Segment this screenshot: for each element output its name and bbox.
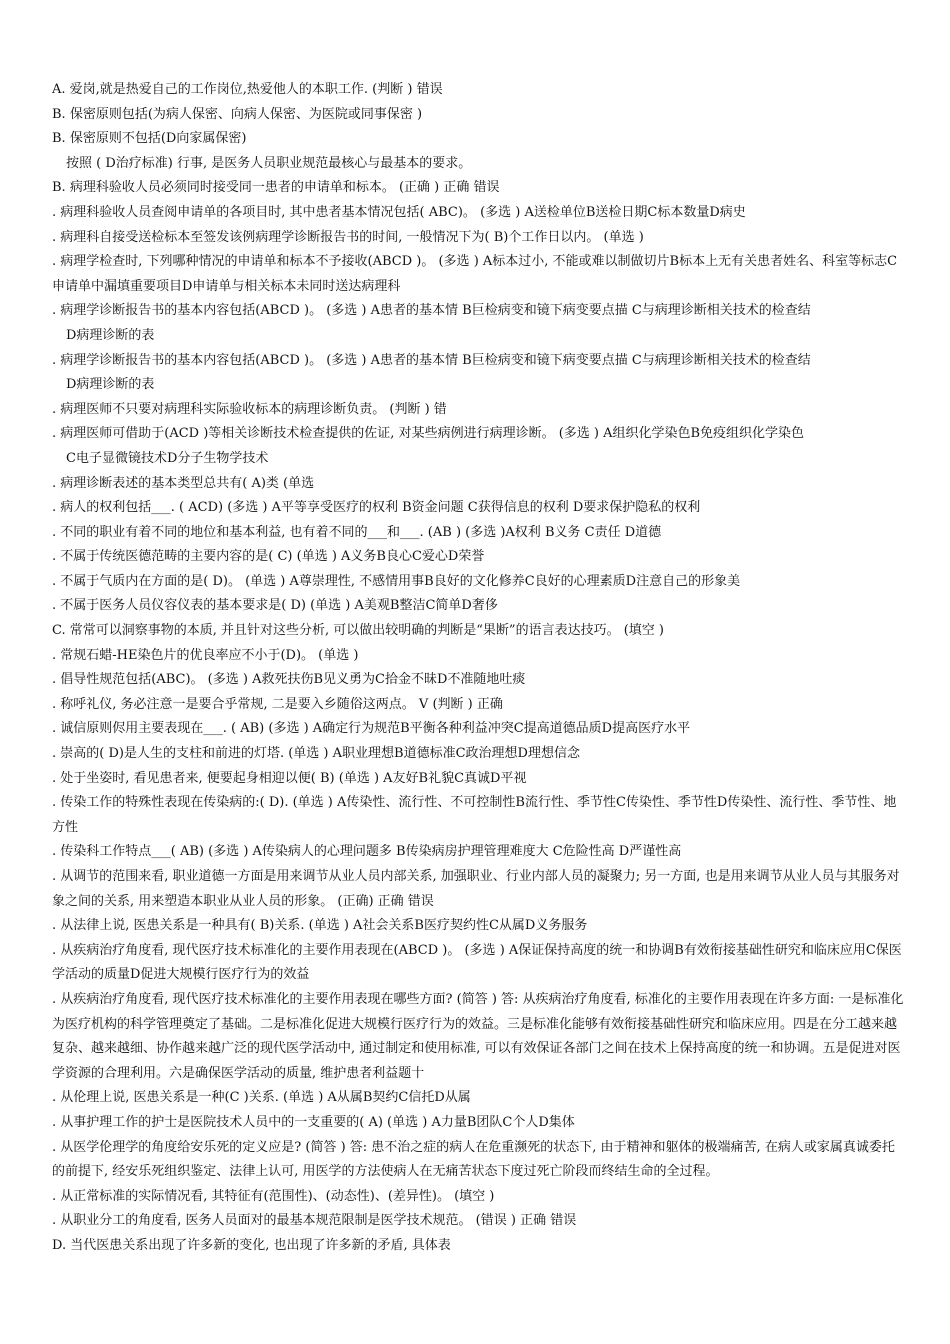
text-line: . 从事护理工作的护士是医院技术人员中的一支重要的( A) (单选 ) A力量B团队C个人D集体 bbox=[52, 1114, 575, 1130]
text-line: . 不属于医务人员仪容仪表的基本要求是( D) (单选 ) A美观B整洁C简单D奢侈 bbox=[52, 598, 498, 614]
text-line: . 病理医师不只要对病理科实际验收标本的病理诊断负责。 (判断 ) 错 bbox=[52, 401, 447, 417]
text-line: A. 爱岗,就是热爱自己的工作岗位,热爱他人的本职工作. (判断 ) 错误 bbox=[52, 82, 443, 97]
text-line: D. 当代医患关系出现了许多新的变化, 也出现了许多新的矛盾, 具体表 bbox=[52, 1237, 451, 1253]
text-line: . 称呼礼仪, 务必注意一是要合乎常规, 二是要入乡随俗这两点。 V (判断 ) 正确 bbox=[52, 696, 503, 712]
text-line: . 不同的职业有着不同的地位和基本利益, 也有着不同的___和___. (AB ) (多选 )A权利 B义务 C责任 D道德 bbox=[52, 524, 662, 540]
text-line: . 病理学诊断报告书的基本内容包括(ABCD )。 (多选 ) A患者的基本情 B巨检病变和镜下病变要点描 C与病理诊断相关技术的检查结 bbox=[52, 352, 811, 368]
text-line: C. 常常可以洞察事物的本质, 并且针对这些分析, 可以做出较明确的判断是“果断”的语言表达技巧。 (填空 ) bbox=[52, 623, 664, 639]
text-line: . 从调节的范围来看, 职业道德一方面是用来调节从业人员内部关系, 加强职业、行业内部人员的凝聚力; 另一方面, 也是用来调节从业人员与其服务对象之间的关系, 用来塑造本职业从业人员的形象。 (正确) 正确 错误 bbox=[52, 869, 900, 909]
text-line: . 病理学诊断报告书的基本内容包括(ABCD )。 (多选 ) A患者的基本情 B巨检病变和镜下病变要点描 C与病理诊断相关技术的检查结 bbox=[52, 303, 811, 319]
text-line: 按照 ( D治疗标准) 行事, 是医务人员职业规范最核心与最基本的要求。 bbox=[66, 155, 472, 171]
text-line: . 传染工作的特殊性表现在传染病的:( D). (单选 ) A传染性、流行性、不可控制性B流行性、季节性C传染性、季节性D传染性、流行性、季节性、地方性 bbox=[52, 795, 897, 835]
text-line: . 病理医师可借助于(ACD )等相关诊断技术检查提供的佐证, 对某些病例进行病理诊断。 (多选 ) A组织化学染色B免疫组织化学染色 bbox=[52, 426, 805, 442]
text-line: . 病理学检查时, 下列哪种情况的申请单和标本不予接收(ABCD )。 (多选 ) A标本过小, 不能或难以制做切片B标本上无有关患者姓名、科室等标志C申请单中漏填重要项目D申请单与相关标本未同时送达病理科 bbox=[52, 254, 898, 294]
text-line: . 倡导性规范包括(ABC)。 (多选 ) A救死扶伤B见义勇为C拾金不昧D不准随地吐痰 bbox=[52, 672, 526, 688]
text-line: . 传染科工作特点___( AB) (多选 ) A传染病人的心理问题多 B传染病房护理管理难度大 C危险性高 D严谨性高 bbox=[52, 844, 682, 860]
text-line: . 从疾病治疗角度看, 现代医疗技术标准化的主要作用表现在(ABCD )。 (多选 ) A保证保持高度的统一和协调B有效衔接基础性研究和临床应用C保医学活动的质量D促进大规模行医疗行为的效益 bbox=[52, 942, 902, 983]
text-line: . 常规石蜡-HE染色片的优良率应不小于(D)。 (单选 ) bbox=[52, 647, 359, 663]
text-line: . 病理诊断表述的基本类型总共有( A)类 (单选 bbox=[52, 475, 315, 491]
text-line: . 从医学伦理学的角度给安乐死的定义应是? (简答 ) 答: 患不治之症的病人在危重濒死的状态下, 由于精神和躯体的极端痛苦, 在病人或家属真诚委托的前提下, 经安乐死组织鉴定、法律上认可, 用医学的方法使病人在无痛苦状态下度过死亡阶段而终结生命的全过程。 bbox=[52, 1139, 895, 1180]
text-line: . 病人的权利包括___. ( ACD) (多选 ) A平等享受医疗的权利 B资金问题 C获得信息的权利 D要求保护隐私的权利 bbox=[52, 500, 701, 516]
text-line: . 不属于传统医德范畴的主要内容的是( C) (单选 ) A义务B良心C爱心D荣誉 bbox=[52, 549, 485, 565]
text-line: . 诚信原则侭用主要表现在___. ( AB) (多选 ) A确定行为规范B平衡各种利益冲突C提高道德品质D提高医疗水平 bbox=[52, 721, 691, 737]
text-line: . 从法律上说, 医患关系是一种具有( B)关系. (单选 ) A社会关系B医疗契约性C从属D义务服务 bbox=[52, 918, 588, 934]
text-line: D病理诊断的表 bbox=[66, 377, 155, 393]
text-line: . 不属于气质内在方面的是( D)。 (单选 ) A尊崇理性, 不感情用事B良好的文化修养C良好的心理素质D注意自己的形象美 bbox=[52, 573, 741, 589]
text-line: D病理诊断的表 bbox=[66, 327, 155, 343]
text-line: . 病理科验收人员查阅申请单的各项目时, 其中患者基本情况包括( ABC)。 (多选 ) A送检单位B送检日期C标本数量D病史 bbox=[52, 204, 746, 220]
text-line: . 从职业分工的角度看, 医务人员面对的最基本规范限制是医学技术规范。 (错误 ) 正确 错误 bbox=[52, 1213, 577, 1229]
text-line: . 从疾病治疗角度看, 现代医疗技术标准化的主要作用表现在哪些方面? (简答 ) 答: 从疾病治疗角度看, 标准化的主要作用表现在许多方面: 一是标准化为医疗机构的科学管理奠定了基础。二是标准化促进大规模行医疗行为的效益。三是标准化能够有效衔接基础性研究和临床应用。四是在分工越来越复杂、越来越细、协作越来越广泛的现代医学活动中, 通过制定和使用标准, 可以有效保证各部门之间在技术上保持高度的统一和协调。五是促进对医学资源的合理利用。六是确保医学活动的质量, 维护患者利益题十 bbox=[52, 991, 904, 1081]
text-line: . 从伦理上说, 医患关系是一种(C )关系. (单选 ) A从属B契约C信托D从属 bbox=[52, 1090, 471, 1106]
text-line: . 从正常标准的实际情况看, 其特征有(范围性)、(动态性)、(差异性)。 (填空 ) bbox=[52, 1188, 495, 1204]
text-line: C电子显微镜技术D分子生物学技术 bbox=[66, 450, 269, 466]
text-line: . 病理科自接受送检标本至签发该例病理学诊断报告书的时间, 一般情况下为( B)个工作日以内。 (单选 ) bbox=[52, 229, 644, 245]
text-line: B. 保密原则不包括(D向家属保密) bbox=[52, 131, 247, 147]
text-line: . 处于坐姿时, 看见患者来, 便要起身相迎以便( B) (单选 ) A友好B礼貌C真诚D平视 bbox=[52, 770, 527, 786]
text-line: B. 保密原则包括(为病人保密、向病人保密、为医院或同事保密 ) bbox=[52, 106, 423, 122]
text-line: B. 病理科验收人员必须同时接受同一患者的申请单和标本。 (正确 ) 正确 错误 bbox=[52, 180, 500, 196]
text-line: . 崇高的( D)是人生的支柱和前进的灯塔. (单选 ) A职业理想B道德标准C政治理想D理想信念 bbox=[52, 746, 580, 762]
